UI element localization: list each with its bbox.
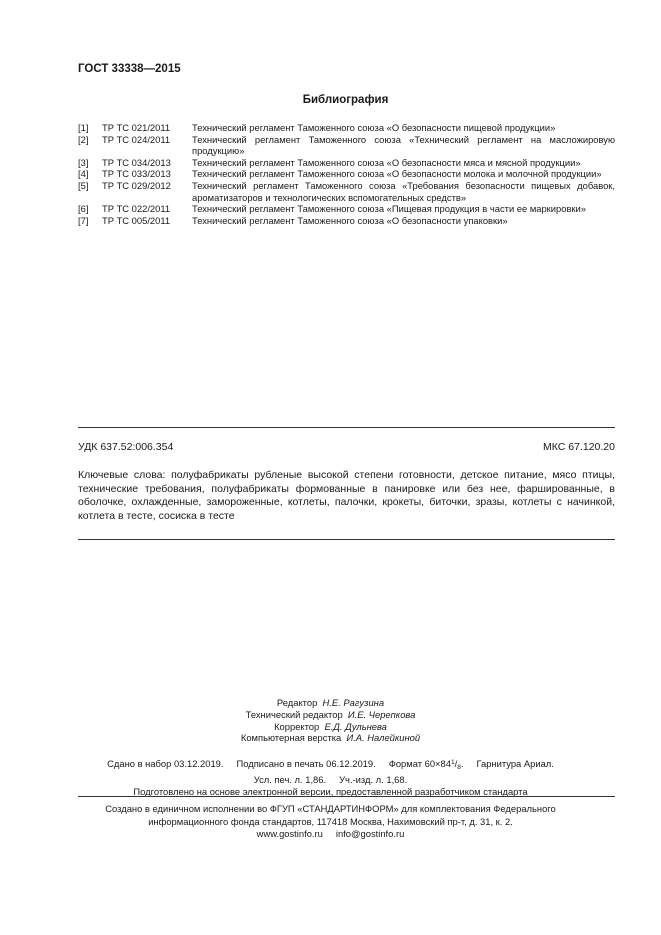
format-subscript: 8: [457, 764, 461, 771]
udk-code: УДК 637.52:006.354: [78, 441, 174, 453]
publisher-footer: [0, 803, 661, 841]
bibliography-item: [78, 215, 615, 227]
bibliography-code: ТР ТС 024/2011: [102, 133, 171, 145]
bibliography-item: [78, 203, 615, 215]
imprint-line-dates: Сдано в набор 03.12.2019. Подписано в печать 06.12.2019. Формат $60\times 84^1/_8$. Гарнитура Ариал.: [107, 758, 554, 771]
divider-bottom: [78, 796, 615, 797]
bibliography-item: [78, 180, 615, 203]
imprint-block: [0, 757, 661, 798]
bibliography-code: ТР ТС 005/2011: [102, 214, 171, 226]
credits-block: [0, 697, 661, 744]
website-link[interactable]: www.gostinfo.ru: [256, 828, 323, 840]
bibliography-text: Технический регламент Таможенного союза «Технический регламент на масложировую продукцию»: [192, 133, 615, 157]
credit-person: Е.Д. Дульнева: [324, 720, 387, 732]
credit-technical-editor: [0, 709, 661, 721]
bibliography-number: [5]: [78, 179, 89, 191]
bibliography-text: Технический регламент Таможенного союза «О безопасности упаковки»: [192, 214, 508, 226]
imprint-font-text: . Гарнитура Ариал.: [460, 758, 554, 769]
credit-person: Н.Е. Рагузина: [322, 697, 385, 708]
credit-role: Корректор: [274, 720, 320, 732]
imprint-line-source: Подготовлено на основе электронной версии, предоставленной разработчиком стандарта: [133, 786, 528, 797]
bibliography-number: [2]: [78, 133, 89, 145]
credit-layout: [0, 732, 661, 744]
bibliography-code: ТР ТС 029/2012: [102, 179, 171, 191]
bibliography-text: Технический регламент Таможенного союза «Пищевая продукция в части ее маркировки»: [192, 203, 586, 215]
bibliography-number: [1]: [78, 122, 89, 133]
credit-role: Технический редактор: [245, 708, 343, 720]
bibliography-number: [7]: [78, 214, 89, 226]
bibliography-code: ТР ТС 033/2013: [102, 168, 171, 180]
credit-role: Компьютерная верстка: [240, 732, 342, 744]
bibliography-item: [78, 122, 615, 134]
footer-line-2: информационного фонда стандартов, 117418 Москва, Нахимовский пр-т, д. 31, к. 2.: [148, 815, 513, 827]
credit-person: И.А. Налейкиной: [346, 732, 421, 744]
credit-role: Редактор: [276, 697, 318, 708]
credit-proofreader: [0, 721, 661, 733]
imprint-dates-text: Сдано в набор 03.12.2019. Подписано в печать 06.12.2019. Формат 60×84: [107, 758, 451, 769]
format-superscript: 1: [450, 759, 455, 766]
bibliography-text: Технический регламент Таможенного союза «Требования безопасности пищевых добавок, ароматизаторов и технологических вспомогательных средств»: [192, 179, 615, 203]
footer-contacts: [0, 828, 661, 841]
bibliography-item: [78, 157, 615, 169]
bibliography-text: Технический регламент Таможенного союза «О безопасности пищевой продукции»: [192, 122, 556, 133]
bibliography-number: [4]: [78, 168, 89, 180]
bibliography-code: ТР ТС 021/2011: [102, 122, 171, 133]
bibliography-item: [78, 168, 615, 180]
document-code: ГОСТ 33338—2015: [78, 63, 181, 75]
bibliography-item: [78, 134, 615, 157]
credit-person: И.Е. Черепкова: [347, 708, 416, 720]
mks-code: МКС 67.120.20: [543, 441, 615, 453]
bibliography-number: [3]: [78, 156, 89, 168]
imprint-line-sheets: Усл. печ. л. 1,86. Уч.-изд. л. 1,68.: [253, 774, 408, 785]
bibliography-code: ТР ТС 022/2011: [102, 203, 171, 215]
bibliography-number: [6]: [78, 203, 89, 215]
divider-middle: [78, 539, 615, 540]
bibliography-title: Библиография: [302, 94, 389, 106]
credit-editor: [0, 697, 661, 709]
divider-top: [78, 427, 615, 428]
bibliography-text: Технический регламент Таможенного союза «О безопасности мяса и мясной продукции»: [192, 156, 581, 168]
bibliography-code: ТР ТС 034/2013: [102, 156, 171, 168]
bibliography-text: Технический регламент Таможенного союза «О безопасности молока и молочной продукции»: [192, 168, 602, 180]
email-link[interactable]: info@gostinfo.ru: [335, 828, 405, 840]
keywords-paragraph: Ключевые слова: полуфабрикаты рубленые высокой степени готовности, детское питание, мясо птицы, технические требования, полуфабрикаты формованные в панировке или без нее, фаршированные, в оболочке, охлажденные, замороженные, котлеты, палочки, крокеты, биточки, зразы, котлеты с начинкой, котлета в тесте, сосиска в тесте: [78, 469, 615, 522]
bibliography-list: [78, 122, 615, 226]
footer-line-1: Создано в единичном исполнении во ФГУП «СТАНДАРТИНФОРМ» для комплектования Федерального: [105, 803, 556, 814]
